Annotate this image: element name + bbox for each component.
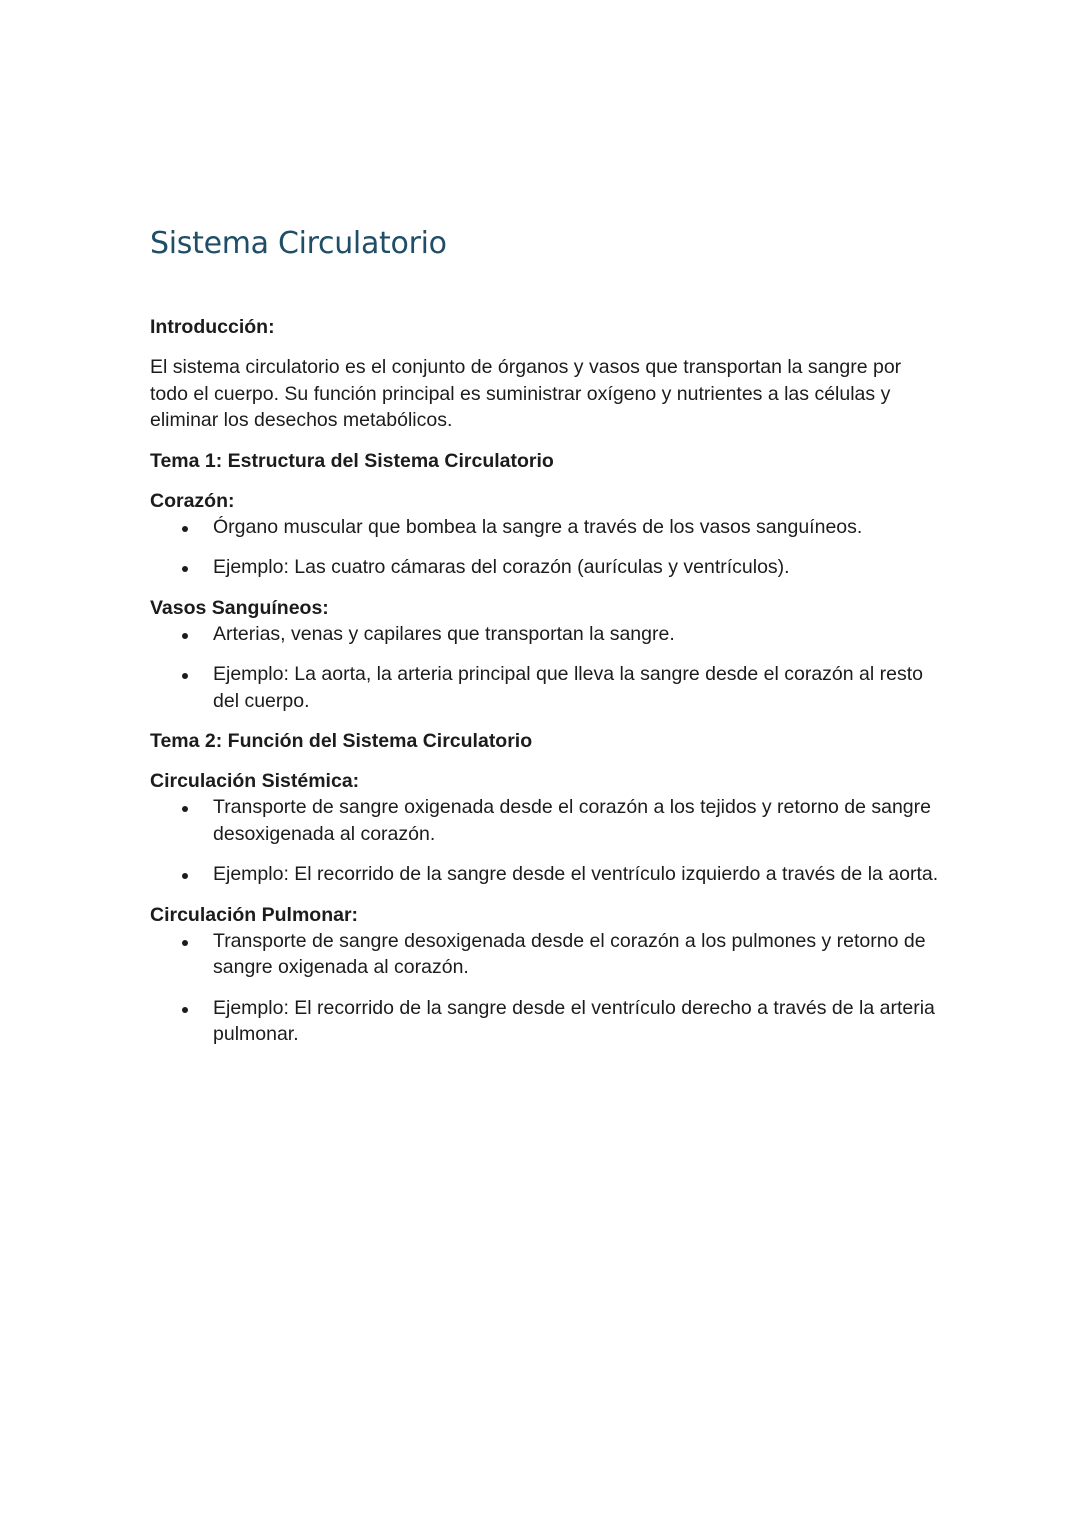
bullet-icon	[182, 673, 188, 679]
corazon-list	[150, 514, 940, 581]
tema1-heading: Tema 1: Estructura del Sistema Circulatorio	[150, 449, 554, 472]
vasos-label: Vasos Sanguíneos:	[150, 596, 329, 619]
pulmonar-list	[150, 928, 940, 1048]
bullet-icon	[182, 806, 188, 812]
document-content	[150, 222, 940, 1048]
pulmonar-label: Circulación Pulmonar:	[150, 903, 359, 926]
list-item	[150, 661, 940, 714]
list-item	[150, 794, 940, 847]
list-item-text: Ejemplo: La aorta, la arteria principal que lleva la sangre desde el corazón al resto del cuerpo.	[213, 663, 923, 712]
bullet-icon	[182, 1007, 188, 1013]
tema2-heading: Tema 2: Función del Sistema Circulatorio	[150, 730, 533, 752]
list-item	[150, 554, 940, 581]
list-item	[150, 861, 940, 888]
list-item	[150, 514, 940, 541]
list-item	[150, 621, 940, 648]
list-item-text: Transporte de sangre oxigenada desde el corazón a los tejidos y retorno de sangre desoxigenada al corazón.	[213, 796, 931, 845]
bullet-icon	[182, 873, 188, 879]
document-title: Sistema Circulatorio	[150, 226, 447, 261]
list-item-text: Ejemplo: El recorrido de la sangre desde el ventrículo derecho a través de la arteria pulmonar.	[213, 996, 935, 1045]
vasos-list	[150, 621, 940, 715]
list-item-text: Ejemplo: El recorrido de la sangre desde el ventrículo izquierdo a través de la aorta.	[213, 863, 939, 885]
bullet-icon	[182, 526, 188, 532]
bullet-icon	[182, 633, 188, 639]
intro-label: Introducción:	[150, 316, 275, 338]
list-item-text: Transporte de sangre desoxigenada desde el corazón a los pulmones y retorno de sangre oxigenada al corazón.	[213, 929, 926, 978]
corazon-label: Corazón:	[150, 489, 235, 512]
list-item	[150, 995, 940, 1048]
sistemica-label: Circulación Sistémica:	[150, 770, 360, 792]
intro-paragraph: El sistema circulatorio es el conjunto de órganos y vasos que transportan la sangre por todo el cuerpo. Su función principal es suministrar oxígeno y nutrientes a las células y eliminar los desechos metabólicos.	[150, 356, 902, 431]
list-item-text: Órgano muscular que bombea la sangre a través de los vasos sanguíneos.	[213, 515, 863, 538]
bullet-icon	[182, 940, 188, 946]
sistemica-list	[150, 794, 940, 888]
list-item	[150, 928, 940, 981]
list-item-text: Ejemplo: Las cuatro cámaras del corazón (aurículas y ventrículos).	[213, 556, 790, 578]
bullet-icon	[182, 566, 188, 572]
list-item-text: Arterias, venas y capilares que transportan la sangre.	[213, 622, 675, 645]
